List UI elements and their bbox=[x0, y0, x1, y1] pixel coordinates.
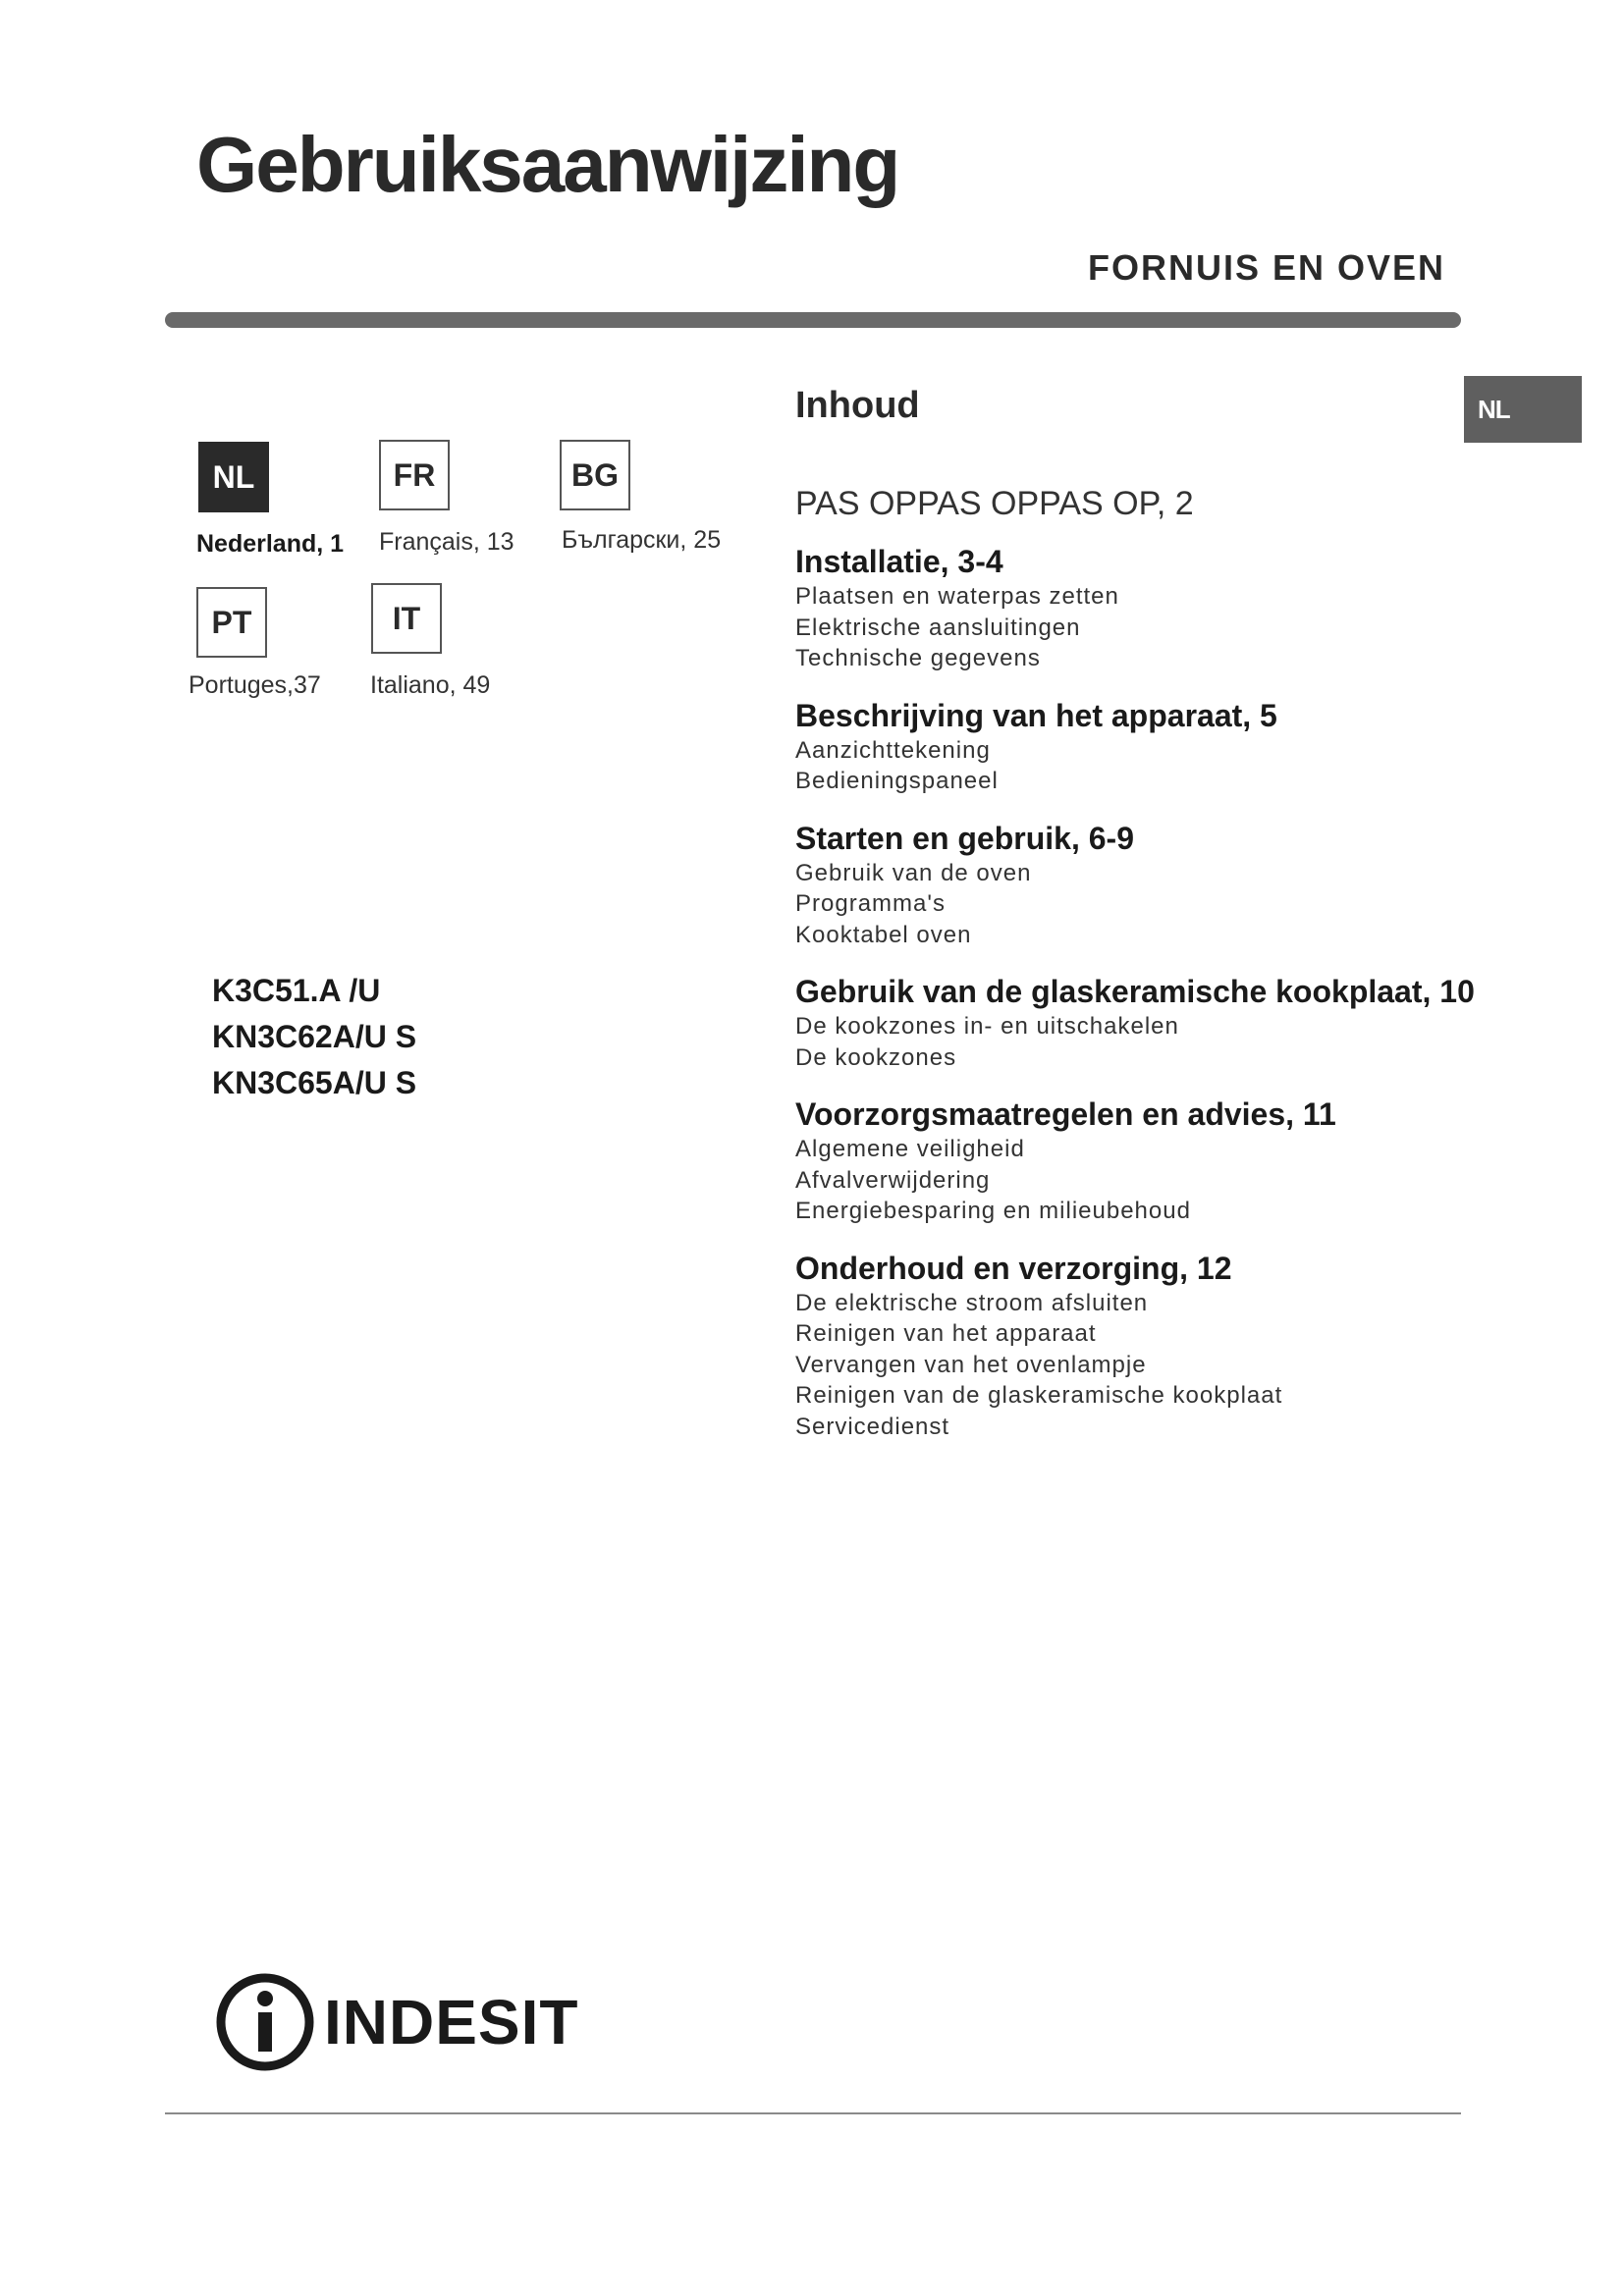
contents-overlap-line: PAS OPPAS OPPAS OP, 2 bbox=[795, 485, 1194, 522]
toc-section bbox=[795, 696, 1483, 797]
toc-section bbox=[795, 972, 1483, 1073]
model-list bbox=[212, 968, 416, 1106]
model-number: KN3C65A/U S bbox=[212, 1065, 417, 1100]
toc-item[interactable]: De elektrische stroom afsluiten bbox=[795, 1289, 1149, 1316]
toc-item[interactable]: Kooktabel oven bbox=[795, 921, 972, 948]
toc-item[interactable]: Energiebesparing en milieubehoud bbox=[795, 1198, 1191, 1224]
model-number: K3C51.A /U bbox=[212, 973, 381, 1008]
toc-item[interactable]: Reinigen van het apparaat bbox=[795, 1320, 1097, 1347]
toc-item[interactable]: Plaatsen en waterpas zetten bbox=[795, 583, 1119, 610]
language-side-tab: NL bbox=[1464, 376, 1582, 443]
lang-label-pt[interactable]: Portuges,37 bbox=[189, 671, 321, 699]
lang-box-pt[interactable]: PT bbox=[196, 587, 267, 658]
model-number: KN3C62A/U S bbox=[212, 1019, 417, 1054]
lang-label-nl[interactable]: Nederland, 1 bbox=[196, 530, 345, 558]
toc-section bbox=[795, 1095, 1483, 1227]
lang-box-it[interactable]: IT bbox=[371, 583, 442, 654]
toc-item[interactable]: Servicedienst bbox=[795, 1413, 950, 1440]
header-divider bbox=[165, 312, 1461, 328]
toc-section bbox=[795, 819, 1483, 951]
toc-section-title[interactable]: Gebruik van de glaskeramische kookplaat, 10 bbox=[795, 974, 1475, 1009]
lang-label-it[interactable]: Italiano, 49 bbox=[370, 671, 491, 699]
toc-item[interactable]: Reinigen van de glaskeramische kookplaat bbox=[795, 1382, 1283, 1409]
toc-section-title[interactable]: Voorzorgsmaatregelen en advies, 11 bbox=[795, 1096, 1336, 1132]
toc-section bbox=[795, 1249, 1483, 1443]
footer-divider bbox=[165, 2112, 1461, 2114]
toc-section-title[interactable]: Starten en gebruik, 6-9 bbox=[795, 820, 1134, 856]
lang-label-fr[interactable]: Français, 13 bbox=[379, 528, 514, 556]
toc-item[interactable]: Programma's bbox=[795, 890, 946, 917]
toc-item[interactable]: Bedieningspaneel bbox=[795, 768, 999, 794]
lang-box-nl[interactable]: NL bbox=[198, 442, 269, 512]
indesit-i-logo-icon bbox=[214, 1971, 316, 2073]
toc-item[interactable]: Afvalverwijdering bbox=[795, 1166, 991, 1194]
toc-item[interactable]: De kookzones bbox=[795, 1043, 957, 1071]
contents-heading: Inhoud bbox=[795, 385, 920, 426]
toc-section-title[interactable]: Installatie, 3-4 bbox=[795, 544, 1003, 579]
lang-box-bg[interactable]: BG bbox=[560, 440, 630, 510]
brand-logo-text: INDESIT bbox=[324, 1987, 579, 2057]
toc-item[interactable]: De kookzones in- en uitschakelen bbox=[795, 1013, 1179, 1040]
toc-item[interactable]: Elektrische aansluitingen bbox=[795, 614, 1081, 641]
page-title: Gebruiksaanwijzing bbox=[196, 121, 899, 208]
table-of-contents bbox=[795, 542, 1483, 1464]
lang-box-fr[interactable]: FR bbox=[379, 440, 450, 510]
brand-logo bbox=[214, 1971, 578, 2073]
product-subtitle: FORNUIS EN OVEN bbox=[1088, 247, 1446, 288]
lang-label-bg[interactable]: Български, 25 bbox=[562, 526, 722, 554]
toc-item[interactable]: Technische gegevens bbox=[795, 645, 1041, 671]
toc-item[interactable]: Algemene veiligheid bbox=[795, 1136, 1025, 1162]
toc-item[interactable]: Aanzichttekening bbox=[795, 736, 991, 764]
toc-section-title[interactable]: Onderhoud en verzorging, 12 bbox=[795, 1250, 1232, 1286]
toc-item[interactable]: Vervangen van het ovenlampje bbox=[795, 1351, 1147, 1378]
toc-section bbox=[795, 542, 1483, 674]
toc-item[interactable]: Gebruik van de oven bbox=[795, 859, 1032, 886]
toc-section-title[interactable]: Beschrijving van het apparaat, 5 bbox=[795, 697, 1277, 733]
